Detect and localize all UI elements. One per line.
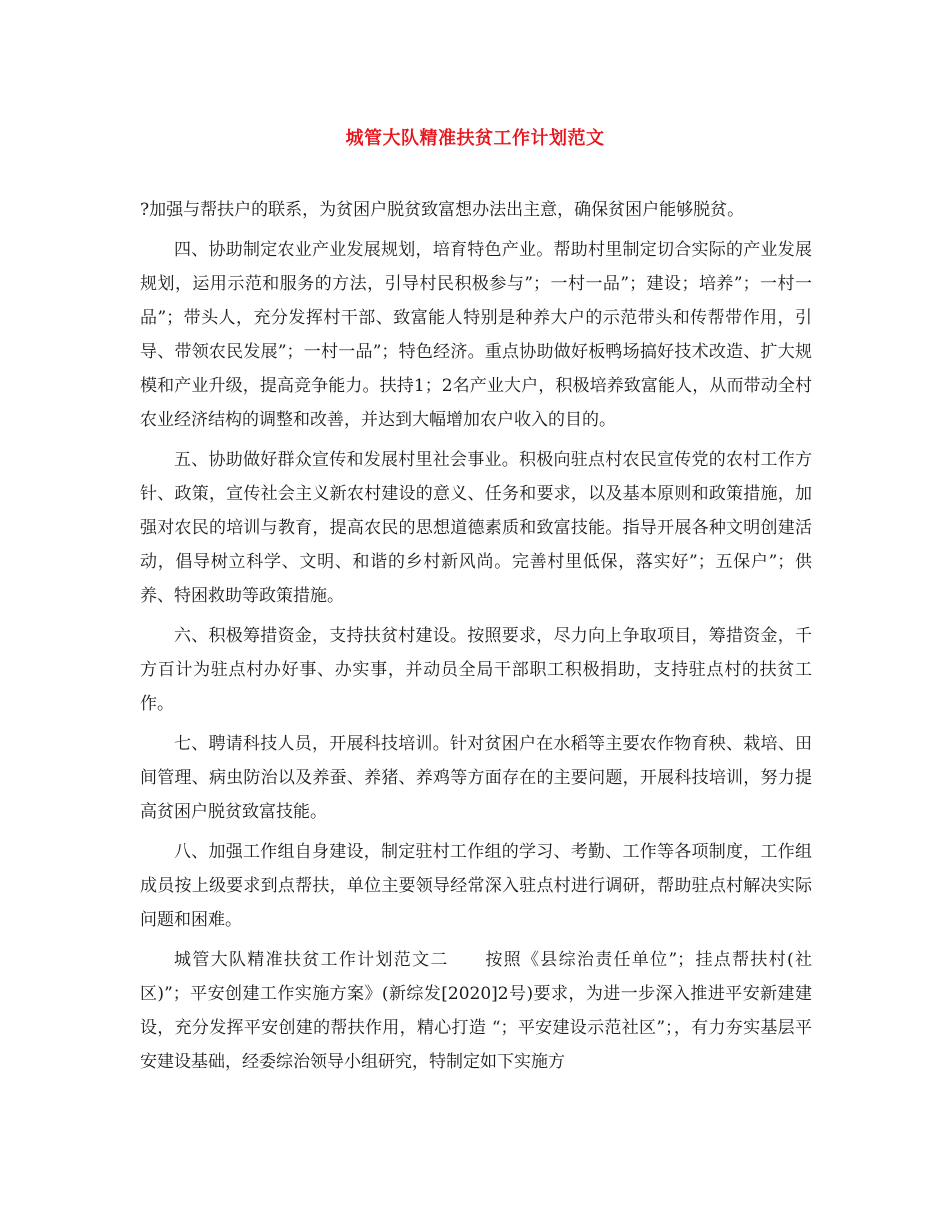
document-body bbox=[140, 193, 812, 1085]
document-title: 城管大队精准扶贫工作计划范文 bbox=[345, 128, 605, 149]
paragraph-section-4: 四、协助制定农业产业发展规划，培育特色产业。帮助村里制定切合实际的产业发展规划，运用示范和服务的方法，引导村民积极参与”；一村一品”；建设；培养”；一村一品”；带头人，充分发挥村干部、致富能人特别是种养大户的示范带头和传帮带作用，引导、带领农民发展”；一村一品”；特色经济。重点协助做好板鸭场搞好技术改造、扩大规模和产业升级，提高竞争能力。扶持1；2名产业大户，积极培养致富能人，从而带动全村农业经济结构的调整和改善，并达到大幅增加农户收入的目的。 bbox=[140, 240, 812, 430]
paragraph-section-5: 五、协助做好群众宣传和发展村里社会事业。积极向驻点村农民宣传党的农村工作方针、政策，宣传社会主义新农村建设的意义、任务和要求，以及基本原则和政策措施，加强对农民的培训与教育，提高农民的思想道德素质和致富技能。指导开展各种文明创建活动，倡导树立科学、文明、和谐的乡村新风尚。完善村里低保，落实好”；五保户”；供养、特困救助等政策措施。 bbox=[140, 450, 812, 606]
paragraph-plan-two: 城管大队精准扶贫工作计划范文二 按照《县综治责任单位”；挂点帮扶村(社区)”；平安创建工作实施方案》(新综发[2020]2号)要求，为进一步深入推进平安新建建设，充分发挥平安创建的帮扶作用，精心打造 “；平安建设示范社区”；，有力夯实基层平安建设基础，经委综治领导小组研究，特制定如下实施方 bbox=[140, 950, 812, 1072]
paragraph-continuation: ?加强与帮扶户的联系，为贫困户脱贫致富想办法出主意，确保贫困户能够脱贫。 bbox=[140, 200, 745, 220]
paragraph-section-8: 八、加强工作组自身建设，制定驻村工作组的学习、考勤、工作等各项制度，工作组成员按上级要求到点帮扶，单位主要领导经常深入驻点村进行调研，帮助驻点村解决实际问题和困难。 bbox=[140, 842, 812, 930]
paragraph-section-7: 七、聘请科技人员，开展科技培训。针对贫困户在水稻等主要农作物育秧、栽培、田间管理、病虫防治以及养蚕、养猪、养鸡等方面存在的主要问题，开展科技培训，努力提高贫困户脱贫致富技能。 bbox=[140, 734, 812, 822]
paragraph-section-6: 六、积极筹措资金，支持扶贫村建设。按照要求，尽力向上争取项目，筹措资金，千方百计为驻点村办好事、办实事，并动员全局干部职工积极捐助，支持驻点村的扶贫工作。 bbox=[140, 626, 812, 714]
